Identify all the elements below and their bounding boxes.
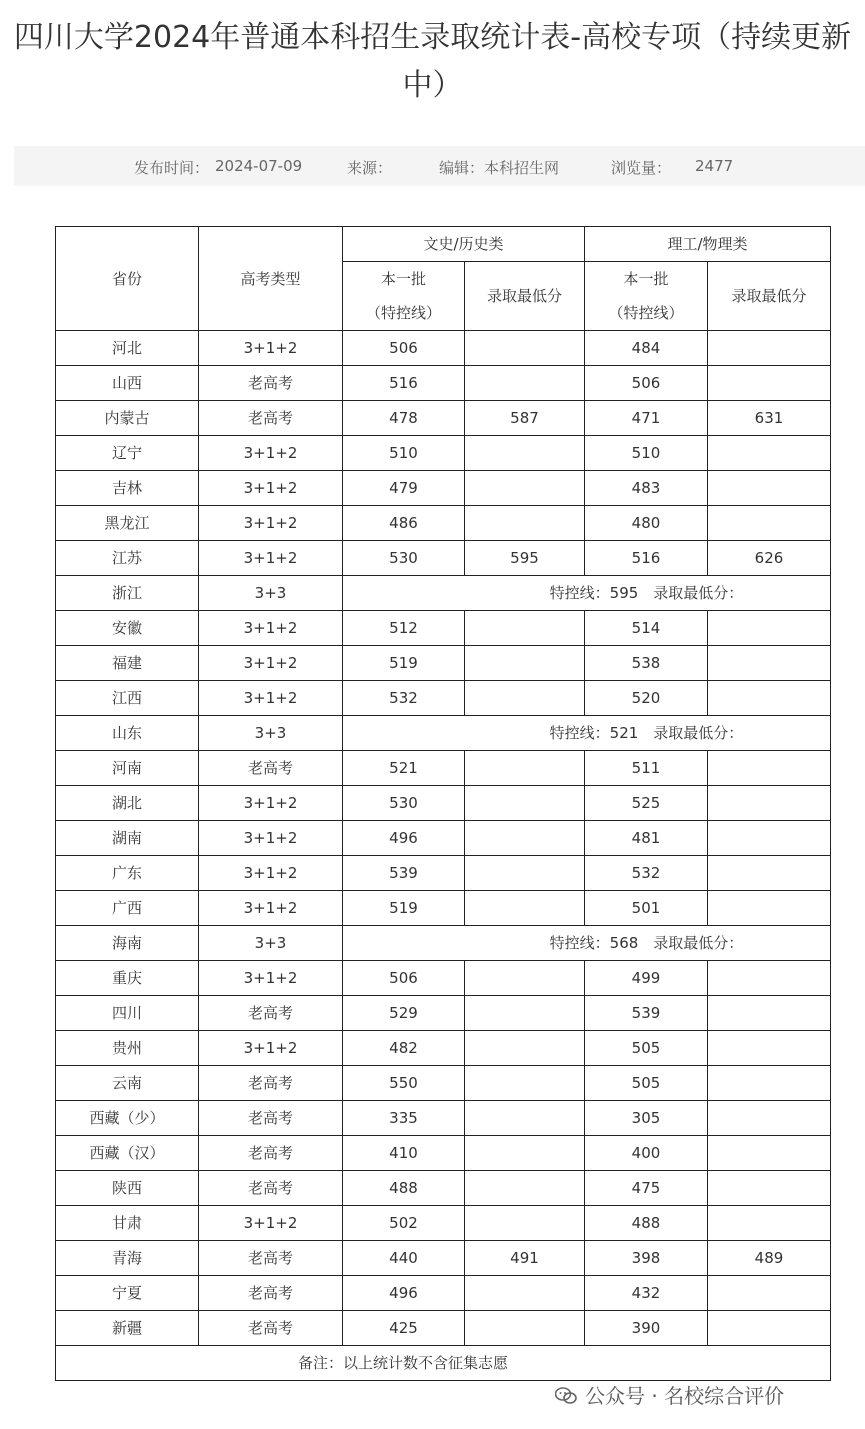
table-row xyxy=(56,1066,831,1101)
exam-type-cell: 3+1+2 xyxy=(199,436,343,471)
province-cell: 黑龙江 xyxy=(56,506,199,541)
wenshi-min-score-cell xyxy=(465,1311,585,1346)
ligong-min-score-cell xyxy=(708,681,831,716)
ligong-batch-line-cell: 488 xyxy=(585,1206,708,1241)
header-ligong-min: 录取最低分 xyxy=(708,262,831,331)
exam-type-cell: 老高考 xyxy=(199,1241,343,1276)
wenshi-min-score-cell xyxy=(465,1031,585,1066)
province-cell: 新疆 xyxy=(56,1311,199,1346)
ligong-batch-line-cell: 483 xyxy=(585,471,708,506)
wenshi-min-score-cell: 595 xyxy=(465,541,585,576)
ligong-batch-line-cell: 400 xyxy=(585,1136,708,1171)
table-row xyxy=(56,716,831,751)
wenshi-batch-line-cell: 539 xyxy=(343,856,465,891)
ligong-min-score-cell xyxy=(708,961,831,996)
wenshi-batch-line-cell: 479 xyxy=(343,471,465,506)
province-cell: 广东 xyxy=(56,856,199,891)
ligong-min-score-cell xyxy=(708,751,831,786)
merged-score-cell: 特控线：568 录取最低分： xyxy=(343,926,831,961)
views-label: 浏览量： xyxy=(611,159,672,177)
wenshi-batch-line-cell: 516 xyxy=(343,366,465,401)
exam-type-cell: 3+1+2 xyxy=(199,506,343,541)
wenshi-batch-line-cell: 335 xyxy=(343,1101,465,1136)
wenshi-batch-line-cell: 478 xyxy=(343,401,465,436)
table-row xyxy=(56,506,831,541)
table-row xyxy=(56,996,831,1031)
merged-score-cell: 特控线：521 录取最低分： xyxy=(343,716,831,751)
province-cell: 湖北 xyxy=(56,786,199,821)
publish-date: 2024-07-09 xyxy=(215,157,303,175)
ligong-min-score-cell: 626 xyxy=(708,541,831,576)
wenshi-batch-line-cell: 486 xyxy=(343,506,465,541)
ligong-batch-line-cell: 398 xyxy=(585,1241,708,1276)
wenshi-batch-line-cell: 496 xyxy=(343,1276,465,1311)
ligong-min-score-cell xyxy=(708,471,831,506)
batch-label: 本一批 xyxy=(380,270,426,288)
wenshi-min-score-cell: 587 xyxy=(465,401,585,436)
wenshi-batch-line-cell: 550 xyxy=(343,1066,465,1101)
ligong-min-score-cell xyxy=(708,1031,831,1066)
exam-type-cell: 老高考 xyxy=(199,751,343,786)
table-row xyxy=(56,401,831,436)
table-row xyxy=(56,1311,831,1346)
wenshi-batch-line-cell: 482 xyxy=(343,1031,465,1066)
exam-type-cell: 老高考 xyxy=(199,1276,343,1311)
province-cell: 安徽 xyxy=(56,611,199,646)
table-row xyxy=(56,611,831,646)
table-row xyxy=(56,541,831,576)
wenshi-batch-line-cell: 410 xyxy=(343,1136,465,1171)
table-row xyxy=(56,961,831,996)
exam-type-cell: 老高考 xyxy=(199,401,343,436)
ligong-batch-line-cell: 390 xyxy=(585,1311,708,1346)
note-row xyxy=(56,1346,831,1381)
table-row xyxy=(56,366,831,401)
ligong-batch-line-cell: 510 xyxy=(585,436,708,471)
province-cell: 内蒙古 xyxy=(56,401,199,436)
province-cell: 江苏 xyxy=(56,541,199,576)
ligong-min-score-cell xyxy=(708,1311,831,1346)
publish-time-label: 发布时间： xyxy=(134,159,210,177)
ligong-min-score-cell xyxy=(708,331,831,366)
wenshi-min-score-cell xyxy=(465,961,585,996)
ligong-batch-line-cell: 475 xyxy=(585,1171,708,1206)
ligong-min-score-cell: 489 xyxy=(708,1241,831,1276)
table-row xyxy=(56,821,831,856)
exam-type-cell: 老高考 xyxy=(199,1136,343,1171)
admission-stats-table xyxy=(55,226,831,1381)
exam-type-cell: 老高考 xyxy=(199,996,343,1031)
ligong-batch-line-cell: 505 xyxy=(585,1066,708,1101)
exam-type-cell: 3+1+2 xyxy=(199,1206,343,1241)
ligong-batch-line-cell: 499 xyxy=(585,961,708,996)
province-cell: 宁夏 xyxy=(56,1276,199,1311)
wenshi-min-score-cell xyxy=(465,471,585,506)
province-cell: 河南 xyxy=(56,751,199,786)
exam-type-cell: 3+1+2 xyxy=(199,646,343,681)
table-row xyxy=(56,331,831,366)
province-cell: 西藏（汉） xyxy=(56,1136,199,1171)
wenshi-min-score-cell xyxy=(465,821,585,856)
table-row xyxy=(56,436,831,471)
ligong-batch-line-cell: 305 xyxy=(585,1101,708,1136)
province-cell: 重庆 xyxy=(56,961,199,996)
wenshi-batch-line-cell: 425 xyxy=(343,1311,465,1346)
editor-label: 编辑：本科招生网 xyxy=(439,159,560,177)
table-note: 备注：以上统计数不含征集志愿 xyxy=(56,1346,831,1381)
wenshi-min-score-cell xyxy=(465,506,585,541)
province-cell: 海南 xyxy=(56,926,199,961)
header-ligong: 理工/物理类 xyxy=(585,227,831,262)
ligong-min-score-cell xyxy=(708,1171,831,1206)
table-row xyxy=(56,681,831,716)
table-row xyxy=(56,751,831,786)
wenshi-min-score-cell xyxy=(465,366,585,401)
ligong-batch-line-cell: 480 xyxy=(585,506,708,541)
province-cell: 西藏（少） xyxy=(56,1101,199,1136)
wenshi-min-score-cell xyxy=(465,611,585,646)
table-row xyxy=(56,1241,831,1276)
wenshi-batch-line-cell: 530 xyxy=(343,786,465,821)
ligong-min-score-cell xyxy=(708,646,831,681)
table-row xyxy=(56,1276,831,1311)
header-ligong-batch xyxy=(585,262,708,331)
province-cell: 山东 xyxy=(56,716,199,751)
wenshi-batch-line-cell: 532 xyxy=(343,681,465,716)
merged-score-cell: 特控线：595 录取最低分： xyxy=(343,576,831,611)
table-row xyxy=(56,786,831,821)
table-row xyxy=(56,1171,831,1206)
exam-type-cell: 老高考 xyxy=(199,366,343,401)
wenshi-batch-line-cell: 529 xyxy=(343,996,465,1031)
wenshi-min-score-cell: 491 xyxy=(465,1241,585,1276)
ligong-min-score-cell xyxy=(708,996,831,1031)
ligong-batch-line-cell: 532 xyxy=(585,856,708,891)
ligong-batch-line-cell: 539 xyxy=(585,996,708,1031)
wenshi-min-score-cell xyxy=(465,1066,585,1101)
exam-type-cell: 3+3 xyxy=(199,716,343,751)
batch-sublabel: （特控线） xyxy=(608,304,684,322)
table-row xyxy=(56,1101,831,1136)
wenshi-min-score-cell xyxy=(465,1276,585,1311)
province-cell: 吉林 xyxy=(56,471,199,506)
wenshi-min-score-cell xyxy=(465,1136,585,1171)
header-row-1 xyxy=(56,227,831,262)
watermark xyxy=(555,1380,784,1409)
ligong-batch-line-cell: 514 xyxy=(585,611,708,646)
ligong-batch-line-cell: 516 xyxy=(585,541,708,576)
wenshi-min-score-cell xyxy=(465,856,585,891)
ligong-min-score-cell xyxy=(708,366,831,401)
ligong-min-score-cell xyxy=(708,1136,831,1171)
wenshi-batch-line-cell: 496 xyxy=(343,821,465,856)
province-cell: 青海 xyxy=(56,1241,199,1276)
watermark-text: 公众号 · 名校综合评价 xyxy=(585,1384,785,1408)
ligong-min-score-cell xyxy=(708,611,831,646)
source-label: 来源： xyxy=(347,159,393,177)
province-cell: 云南 xyxy=(56,1066,199,1101)
header-wenshi-batch xyxy=(343,262,465,331)
table-row xyxy=(56,646,831,681)
table-row xyxy=(56,926,831,961)
wenshi-min-score-cell xyxy=(465,646,585,681)
header-exam-type: 高考类型 xyxy=(199,227,343,331)
province-cell: 山西 xyxy=(56,366,199,401)
province-cell: 浙江 xyxy=(56,576,199,611)
exam-type-cell: 老高考 xyxy=(199,1171,343,1206)
wenshi-min-score-cell xyxy=(465,996,585,1031)
header-wenshi: 文史/历史类 xyxy=(343,227,585,262)
wenshi-batch-line-cell: 519 xyxy=(343,891,465,926)
header-wenshi-min: 录取最低分 xyxy=(465,262,585,331)
exam-type-cell: 老高考 xyxy=(199,1101,343,1136)
ligong-min-score-cell xyxy=(708,821,831,856)
ligong-min-score-cell xyxy=(708,891,831,926)
header-province: 省份 xyxy=(56,227,199,331)
wenshi-min-score-cell xyxy=(465,786,585,821)
wenshi-min-score-cell xyxy=(465,331,585,366)
province-cell: 湖南 xyxy=(56,821,199,856)
wenshi-min-score-cell xyxy=(465,681,585,716)
ligong-batch-line-cell: 481 xyxy=(585,821,708,856)
ligong-min-score-cell xyxy=(708,506,831,541)
province-cell: 广西 xyxy=(56,891,199,926)
province-cell: 江西 xyxy=(56,681,199,716)
ligong-batch-line-cell: 520 xyxy=(585,681,708,716)
wenshi-batch-line-cell: 521 xyxy=(343,751,465,786)
exam-type-cell: 3+3 xyxy=(199,926,343,961)
ligong-batch-line-cell: 471 xyxy=(585,401,708,436)
wenshi-batch-line-cell: 530 xyxy=(343,541,465,576)
wenshi-min-score-cell xyxy=(465,1206,585,1241)
wenshi-min-score-cell xyxy=(465,751,585,786)
article-meta-bar xyxy=(14,146,865,186)
wenshi-batch-line-cell: 440 xyxy=(343,1241,465,1276)
table-row xyxy=(56,1136,831,1171)
exam-type-cell: 老高考 xyxy=(199,1311,343,1346)
province-cell: 河北 xyxy=(56,331,199,366)
exam-type-cell: 3+1+2 xyxy=(199,611,343,646)
ligong-min-score-cell xyxy=(708,856,831,891)
exam-type-cell: 3+1+2 xyxy=(199,856,343,891)
ligong-batch-line-cell: 538 xyxy=(585,646,708,681)
table-row xyxy=(56,856,831,891)
wechat-icon xyxy=(555,1387,577,1405)
table-row xyxy=(56,576,831,611)
province-cell: 贵州 xyxy=(56,1031,199,1066)
ligong-min-score-cell xyxy=(708,436,831,471)
ligong-min-score-cell xyxy=(708,786,831,821)
ligong-min-score-cell xyxy=(708,1066,831,1101)
wenshi-min-score-cell xyxy=(465,891,585,926)
views-count: 2477 xyxy=(695,157,734,175)
table-row xyxy=(56,1206,831,1241)
province-cell: 陕西 xyxy=(56,1171,199,1206)
page-title: 四川大学2024年普通本科招生录取统计表-高校专项（持续更新中） xyxy=(13,20,852,103)
wenshi-batch-line-cell: 519 xyxy=(343,646,465,681)
table-row xyxy=(56,1031,831,1066)
province-cell: 甘肃 xyxy=(56,1206,199,1241)
ligong-batch-line-cell: 501 xyxy=(585,891,708,926)
ligong-batch-line-cell: 506 xyxy=(585,366,708,401)
ligong-min-score-cell xyxy=(708,1206,831,1241)
ligong-batch-line-cell: 505 xyxy=(585,1031,708,1066)
table-row xyxy=(56,891,831,926)
exam-type-cell: 3+1+2 xyxy=(199,681,343,716)
ligong-batch-line-cell: 484 xyxy=(585,331,708,366)
ligong-batch-line-cell: 432 xyxy=(585,1276,708,1311)
exam-type-cell: 3+1+2 xyxy=(199,471,343,506)
table-row xyxy=(56,471,831,506)
province-cell: 四川 xyxy=(56,996,199,1031)
exam-type-cell: 3+3 xyxy=(199,576,343,611)
ligong-min-score-cell xyxy=(708,1101,831,1136)
wenshi-batch-line-cell: 506 xyxy=(343,961,465,996)
exam-type-cell: 3+1+2 xyxy=(199,1031,343,1066)
exam-type-cell: 3+1+2 xyxy=(199,821,343,856)
exam-type-cell: 3+1+2 xyxy=(199,786,343,821)
wenshi-batch-line-cell: 502 xyxy=(343,1206,465,1241)
wenshi-min-score-cell xyxy=(465,436,585,471)
exam-type-cell: 3+1+2 xyxy=(199,541,343,576)
province-cell: 辽宁 xyxy=(56,436,199,471)
batch-label: 本一批 xyxy=(623,270,669,288)
ligong-batch-line-cell: 511 xyxy=(585,751,708,786)
batch-sublabel: （特控线） xyxy=(365,304,441,322)
wenshi-batch-line-cell: 506 xyxy=(343,331,465,366)
ligong-batch-line-cell: 525 xyxy=(585,786,708,821)
wenshi-batch-line-cell: 488 xyxy=(343,1171,465,1206)
exam-type-cell: 3+1+2 xyxy=(199,331,343,366)
ligong-min-score-cell: 631 xyxy=(708,401,831,436)
wenshi-batch-line-cell: 512 xyxy=(343,611,465,646)
ligong-min-score-cell xyxy=(708,1276,831,1311)
province-cell: 福建 xyxy=(56,646,199,681)
exam-type-cell: 老高考 xyxy=(199,1066,343,1101)
exam-type-cell: 3+1+2 xyxy=(199,961,343,996)
wenshi-min-score-cell xyxy=(465,1171,585,1206)
exam-type-cell: 3+1+2 xyxy=(199,891,343,926)
wenshi-min-score-cell xyxy=(465,1101,585,1136)
wenshi-batch-line-cell: 510 xyxy=(343,436,465,471)
